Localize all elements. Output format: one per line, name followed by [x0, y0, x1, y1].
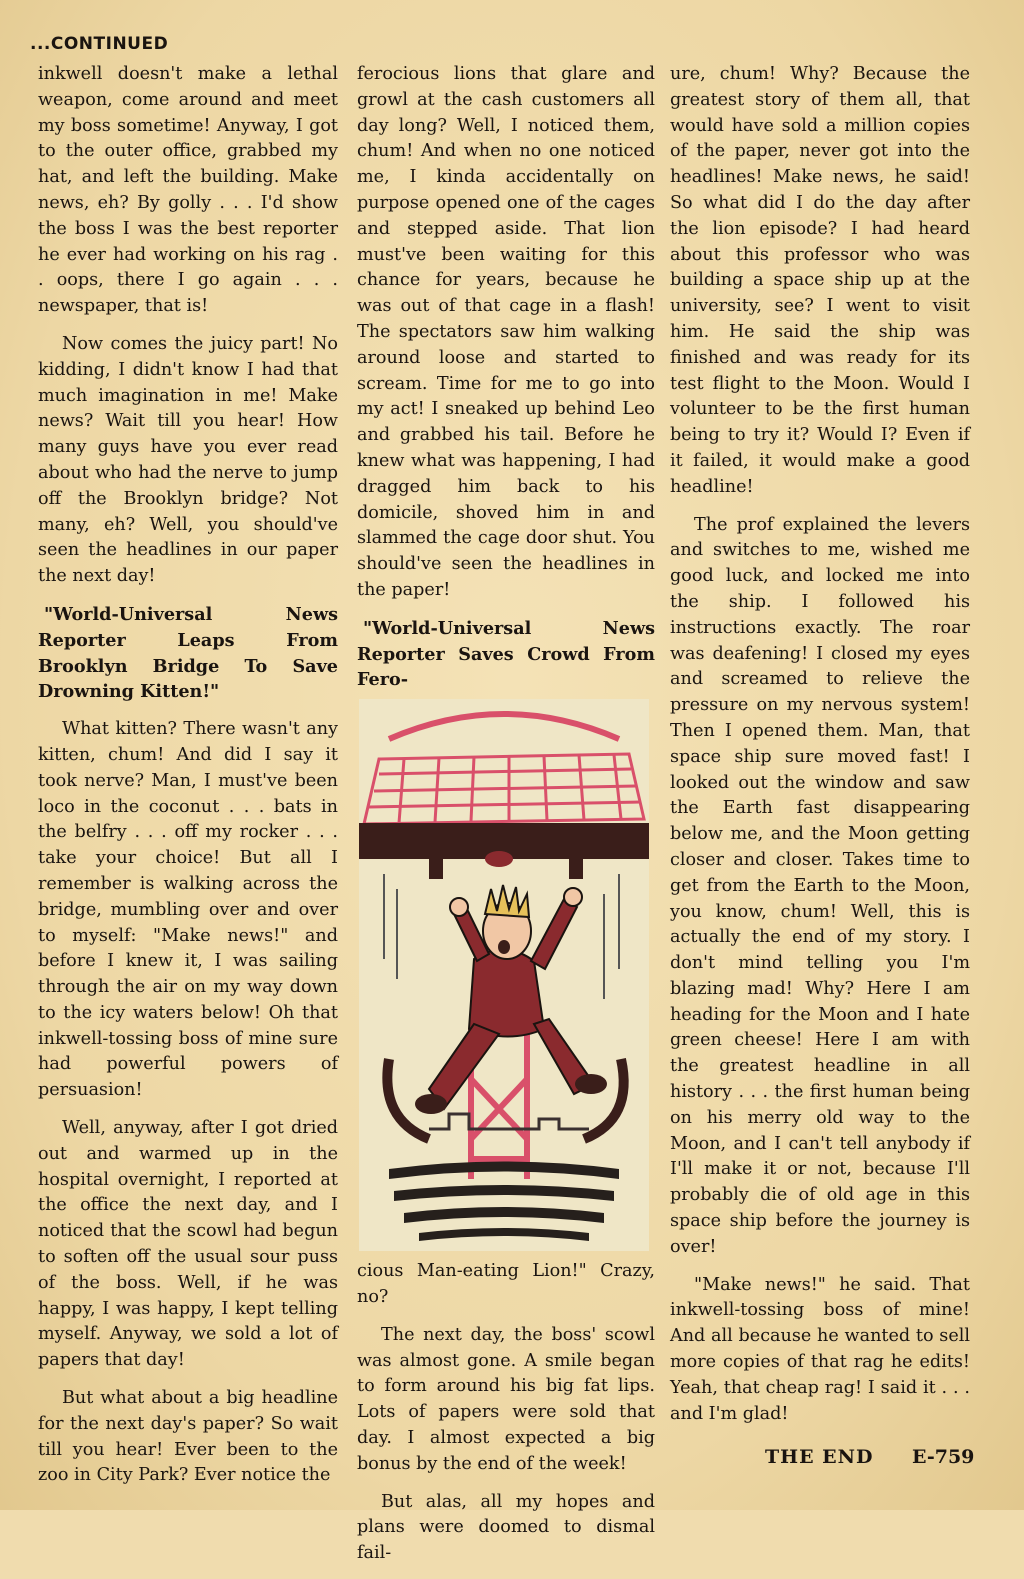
paragraph: ferocious lions that glare and growl at the cash customers all day long? Well, I noticed them, chum! And when no one noticed me, I kinda accidentally on purpose opened one of the cages and stepped aside. That lion must've been waiting for this chance for years, because he was out of that cage in a flash! The spectators saw him walking around loose and started to scream. Time for me to go into my act! I sneaked up behind Leo and grabbed his tail. Before he knew what was happening, I had dragged him back to his domicile, shoved him in and slammed the cage door shut. You should've seen the headlines in the paper!	[357, 64, 655, 600]
headline-continuation: cious Man-eating Lion!" Crazy, no?	[357, 1261, 655, 1307]
text-column-1	[38, 62, 338, 1501]
paragraph: The next day, the boss' scowl was almost gone. A smile began to form around his big fat lips. Lots of papers were sold that day. I almost expected a big bonus by the end of the week!	[357, 1324, 655, 1474]
paragraph: inkwell doesn't make a lethal weapon, come around and meet my boss sometime! Anyway, I got to the outer office, grabbed my hat, and left the building. Make news, eh? By golly . . . I'd show the boss I was the best reporter he ever had working on his rag . . oops, there I go again . . . newspaper, that is!	[38, 64, 338, 317]
text-column-3	[670, 62, 970, 1439]
paragraph: ure, chum! Why? Because the greatest story of them all, that would have sold a million copies of the paper, never got into the headlines! Make news, he said! So what did I do the day after the lion episode? I had heard about this professor who was building a space ship up at the university, see? I went to visit him. He said the ship was finished and was ready for its test flight to the Moon. Would I volunteer to be the first human being to try it? Would I? Even if it failed, it would make a good headline!	[670, 64, 970, 497]
illustration-svg	[359, 699, 649, 1251]
headline-quote: "World-Universal News Reporter Leaps From Brooklyn Bridge To Save Drowning Kitten!"	[38, 603, 338, 703]
paragraph: Now comes the juicy part! No kidding, I didn't know I had that much imagination in me! Make news? Wait till you hear! How many guys have you ever read about who had the nerve to jump off the Brooklyn bridge? Not many, eh? Well, you should've seen the headlines in our paper the next day!	[38, 333, 338, 587]
paragraph: But alas, all my hopes and plans were doomed to dismal fail-	[357, 1491, 655, 1564]
paragraph: But what about a big headline for the next day's paper? So wait till you hear! Ever been to the zoo in City Park? Ever notice the	[38, 1388, 338, 1486]
paragraph: "Make news!" he said. That inkwell-tossing boss of mine! And all because he wanted to sell more copies of that rag he edits! Yeah, that cheap rag! I said it . . . and I'm glad!	[670, 1274, 970, 1424]
text-column-2	[357, 62, 655, 1579]
continued-label: ...CONTINUED	[30, 34, 169, 54]
headline-quote: "World-Universal News Reporter Saves Crowd From Fero-	[357, 617, 655, 691]
story-code: E-759	[912, 1446, 975, 1468]
paragraph: The prof explained the levers and switches to me, wished me good luck, and locked me into the ship. I followed his instructions exactly. The roar was deafening! I closed my eyes and screamed to relieve the pressure on my nervous system! Then I opened them. Man, that space ship sure moved fast! I looked out the window and saw the Earth fast disappearing below me, and the Moon getting closer and closer. Takes time to get from the Earth to the Moon, you know, chum! Well, this is actually the end of my story. I don't mind telling you I'm blazing mad! Why? Here I am heading for the Moon and I hate green cheese! Here I am with the greatest headline in all history . . . the first human being on his merry old way to the Moon, and I can't tell anybody if I'll make it or not, because I'll probably die of old age in this space ship before the journey is over!	[670, 514, 970, 1257]
paragraph: Well, anyway, after I got dried out and warmed up in the hospital overnight, I reported at the office the next day, and I noticed that the scowl had begun to soften off the usual sour puss of the boss. Well, if he was happy, I was happy, I kept telling myself. Anyway, we sold a lot of papers that day!	[38, 1118, 338, 1371]
illustration-man-falling-from-bridge	[359, 699, 649, 1251]
the-end-label: THE END	[765, 1446, 874, 1468]
paragraph: What kitten? There wasn't any kitten, chum! And did I say it took nerve? Man, I must've been loco in the coconut . . . bats in the belfry . . . off my rocker . . . take your choice! But all I remember is walking across the bridge, mumbling over and over to myself: "Make news!" and before I knew it, I was sailing through the air on my way down to the icy waters below! Oh that inkwell-tossing boss of mine sure had powerful powers of persuasion!	[38, 719, 338, 1101]
